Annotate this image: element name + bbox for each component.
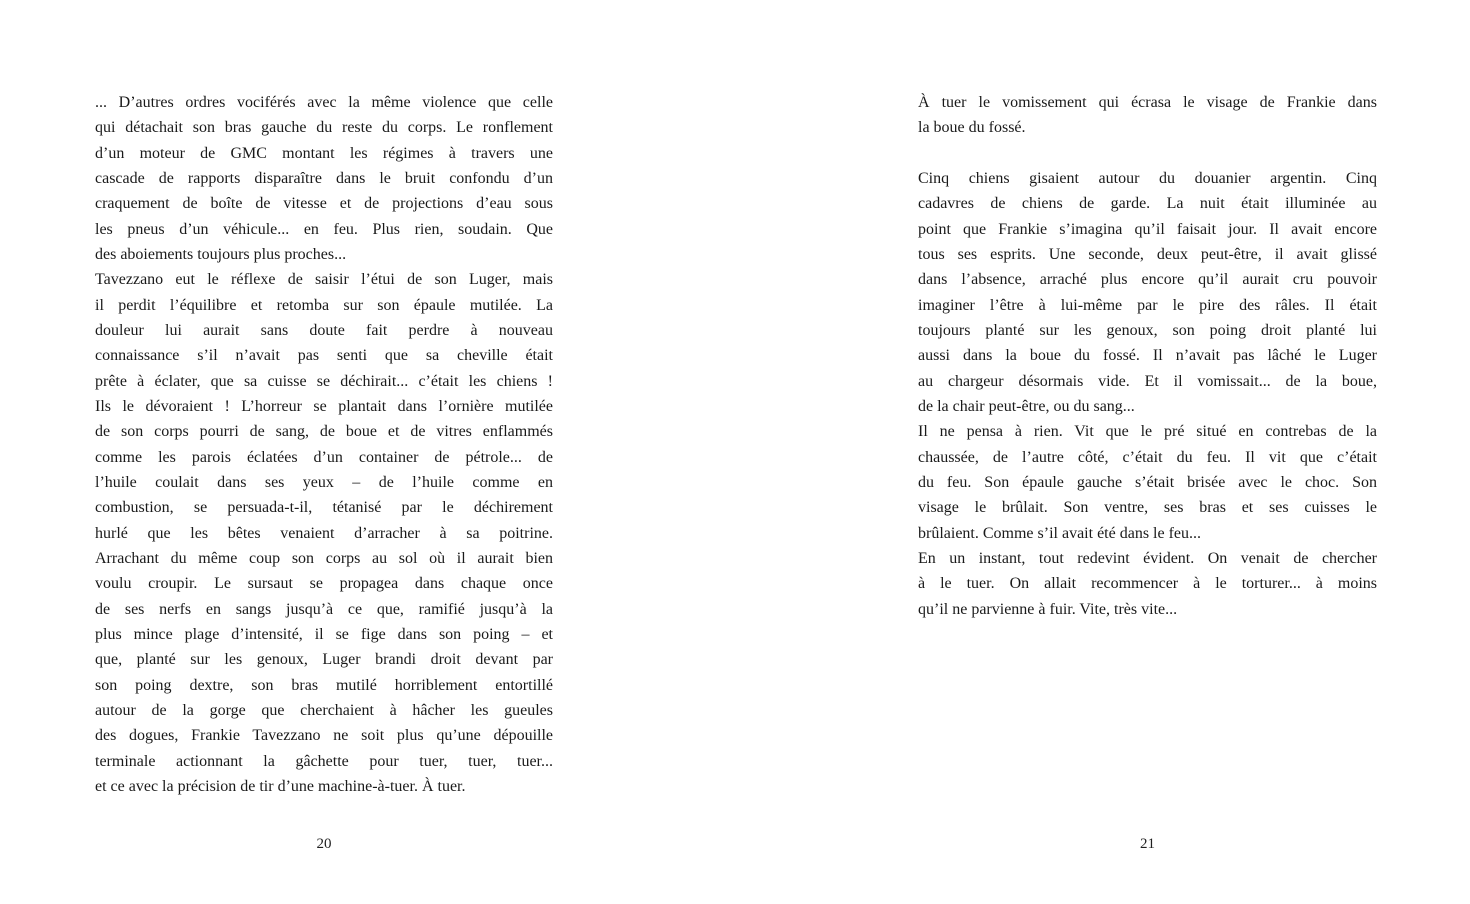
text-line: En un instant, tout redevint évident. On venait de chercher — [918, 549, 1377, 567]
paragraph — [918, 546, 1377, 622]
text-line: du feu. Son épaule gauche s’était brisée avec le choc. Son — [918, 473, 1377, 491]
paragraph — [918, 419, 1377, 546]
paragraph — [918, 90, 1377, 141]
text-line: point que Frankie s’imagina qu’il faisait jour. Il avait encore — [918, 220, 1377, 238]
text-line: Ils le dévoraient ! L’horreur se plantait dans l’ornière mutilée — [95, 397, 553, 415]
text-line: qui détachait son bras gauche du reste du corps. Le ronflement — [95, 119, 553, 137]
text-line: au chargeur désormais vide. Et il vomissait... de la boue, — [918, 372, 1377, 390]
text-line: les pneus d’un véhicule... en feu. Plus rien, soudain. Que — [95, 220, 553, 238]
text-line: imaginer l’être à lui-même par le pire des râles. Il était — [918, 296, 1377, 314]
text-line: ... D’autres ordres vociférés avec la même violence que celle — [95, 94, 553, 111]
text-line: tous ses esprits. Une seconde, deux peut-être, il avait glissé — [918, 245, 1377, 263]
text-line: la boue du fossé. — [918, 119, 1026, 137]
text-line: comme les parois éclatées d’un container de pétrole... de — [95, 448, 553, 466]
text-line: et ce avec la précision de tir d’une machine-à-tuer. À tuer. — [95, 777, 466, 795]
text-line: craquement de boîte de vitesse et de projections d’eau sous — [95, 195, 553, 213]
text-line: À tuer le vomissement qui écrasa le visage de Frankie dans — [918, 94, 1377, 111]
paragraph — [95, 90, 553, 267]
text-line: chaussée, de l’autre côté, c’était du feu. Il vit que c’était — [918, 448, 1377, 466]
text-line: des aboiements toujours plus proches... — [95, 245, 347, 263]
text-line: autour de la gorge que cherchaient à hâcher les gueules — [95, 701, 553, 719]
text-line: Arrachant du même coup son corps au sol où il aurait bien — [95, 549, 553, 567]
text-line: brûlaient. Comme s’il avait été dans le feu... — [918, 524, 1202, 542]
page-right-number: 21 — [1140, 836, 1155, 852]
page-left-text-block — [95, 90, 553, 799]
text-line: de ses nerfs en sangs jusqu’à ce que, ramifié jusqu’à la — [95, 600, 553, 618]
text-line: cascade de rapports disparaître dans le bruit confondu d’un — [95, 169, 553, 187]
text-line: plus mince plage d’intensité, il se fige dans son poing – et — [95, 625, 553, 643]
text-line: cadavres de chiens de garde. La nuit était illuminée au — [918, 195, 1377, 213]
paragraph — [95, 267, 553, 799]
text-line: de la chair peut-être, ou du sang... — [918, 397, 1135, 415]
text-line: Cinq chiens gisaient autour du douanier argentin. Cinq — [918, 169, 1377, 187]
paragraph — [918, 166, 1377, 419]
text-line: à le tuer. On allait recommencer à le torturer... à moins — [918, 575, 1377, 593]
text-line: de son corps pourri de sang, de boue et de vitres enflammés — [95, 423, 553, 441]
text-line: voulu croupir. Le sursaut se propagea dans chaque once — [95, 575, 553, 593]
text-line: connaissance s’il n’avait pas senti que sa cheville était — [95, 347, 553, 365]
text-line: des dogues, Frankie Tavezzano ne soit plus qu’une dépouille — [95, 727, 553, 745]
text-line: terminale actionnant la gâchette pour tuer, tuer, tuer... — [95, 752, 553, 770]
text-line: toujours planté sur les genoux, son poing droit planté lui — [918, 321, 1377, 339]
text-line: prête à éclater, que sa cuisse se déchirait... c’était les chiens ! — [95, 372, 553, 390]
page-left-number: 20 — [316, 836, 332, 852]
text-line: combustion, se persuada-t-il, tétanisé par le déchirement — [95, 499, 553, 517]
text-line: Il ne pensa à rien. Vit que le pré situé en contrebas de la — [918, 423, 1377, 441]
page-right-text-block — [918, 90, 1377, 622]
text-line: aussi dans la boue du fossé. Il n’avait pas lâché le Luger — [918, 347, 1377, 365]
text-line: douleur lui aurait sans doute fait perdre à nouveau — [95, 321, 553, 339]
text-line: d’un moteur de GMC montant les régimes à travers une — [95, 144, 553, 162]
text-line: Tavezzano eut le réflexe de saisir l’étui de son Luger, mais — [95, 271, 553, 289]
text-line: que, planté sur les genoux, Luger brandi droit devant par — [95, 651, 553, 669]
text-line: visage le brûlait. Son ventre, ses bras et ses cuisses le — [918, 499, 1377, 517]
text-line: l’huile coulait dans ses yeux – de l’huile comme en — [95, 473, 553, 491]
text-line: hurlé que les bêtes venaient d’arracher à sa poitrine. — [95, 524, 553, 542]
text-line: il perdit l’équilibre et retomba sur son épaule mutilée. La — [95, 296, 553, 314]
text-line: qu’il ne parvienne à fuir. Vite, très vite... — [918, 600, 1178, 618]
text-line: dans l’absence, arraché plus encore qu’il aurait cru pouvoir — [918, 271, 1377, 289]
text-line: son poing dextre, son bras mutilé horriblement entortillé — [95, 676, 553, 694]
